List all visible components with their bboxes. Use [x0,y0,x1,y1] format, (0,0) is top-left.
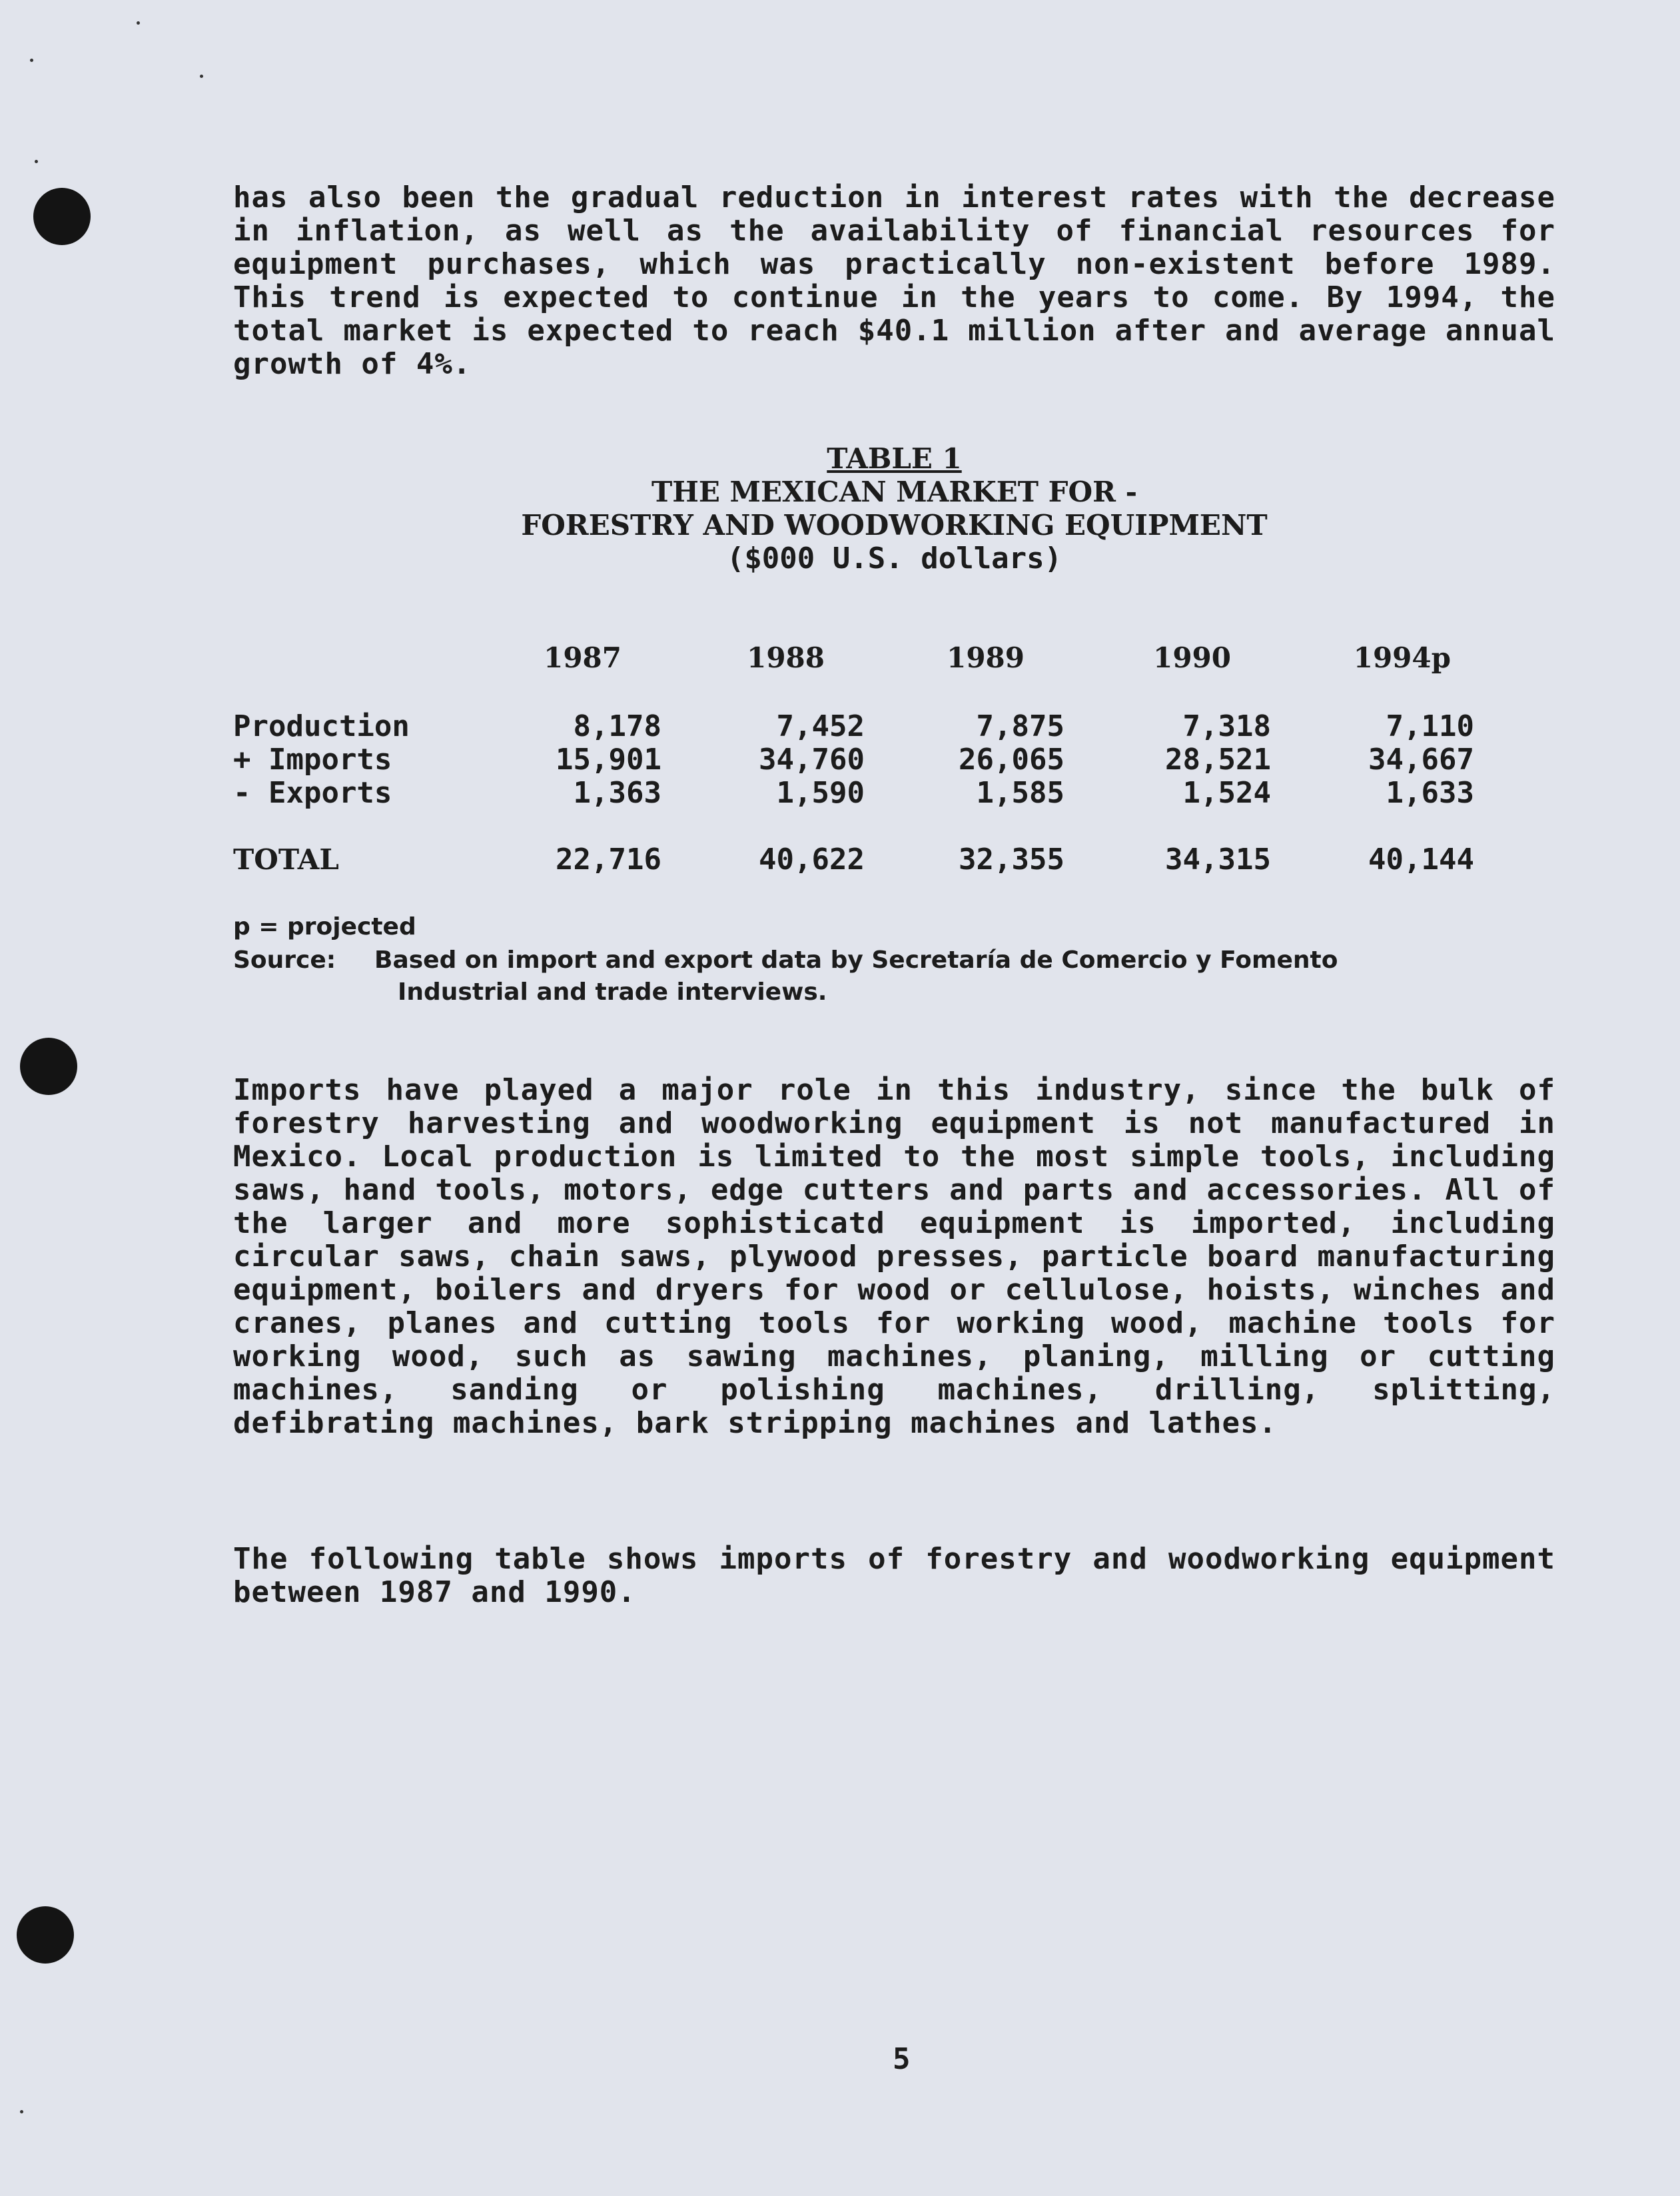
table-units: ($000 U.S. dollars) [726,542,1062,575]
table-cell: 7,110 [1386,709,1474,743]
speck [20,2110,23,2113]
table-cell: 34,760 [759,743,865,777]
year-header: 1987 [544,641,622,674]
table-cell: 28,521 [1165,743,1271,777]
table-cell: 1,590 [776,776,865,810]
table-label: TABLE 1 [827,442,962,475]
table-cell: 7,452 [776,709,865,743]
total-cell: 34,315 [1165,843,1271,877]
table-cell: 1,524 [1182,776,1271,810]
table-cell: 1,633 [1386,776,1474,810]
table-cell: 1,363 [573,776,661,810]
year-header: 1994p [1353,641,1451,674]
row-label-exports: - Exports [233,776,392,810]
table-title-line1: THE MEXICAN MARKET FOR - [651,476,1138,508]
table-title-line2: FORESTRY AND WOODWORKING EQUIPMENT [521,509,1268,542]
row-label-production: Production [233,709,410,743]
closing-paragraph: The following table shows imports of forestry and woodworking equipment between 1987 and 1990. [233,1542,1555,1609]
table-cell: 7,875 [976,709,1064,743]
table-cell: 7,318 [1182,709,1271,743]
intro-paragraph: has also been the gradual reduction in interest rates with the decrease in inflation, as well as the availability of financial resources for equipment purchases, which was practically non-existent before 1989. This trend is expected to continue in the years to come. By 1994, the total market is expected to reach $40.1 million after and average annual growth of 4%. [233,181,1555,381]
total-cell: 22,716 [556,843,661,877]
source-label: Source: [233,946,336,974]
table-cell: 34,667 [1368,743,1474,777]
row-label-total: TOTAL [233,843,339,876]
table-cell: 1,585 [976,776,1064,810]
table-cell: 26,065 [959,743,1064,777]
projected-note: p = projected [233,913,416,940]
page-number: 5 [893,2042,911,2076]
speck [35,160,38,163]
source-line1: Based on import and export data by Secretaría de Comercio y Fomento [374,946,1338,974]
table-cell: 15,901 [556,743,661,777]
table-title-block [233,442,1555,575]
speck [137,21,140,25]
source-line2: Industrial and trade interviews. [398,978,827,1006]
year-header: 1988 [747,641,825,674]
year-header: 1989 [947,641,1025,674]
speck [200,75,203,78]
punch-hole-middle [20,1038,77,1095]
year-header: 1990 [1153,641,1231,674]
speck [30,59,33,62]
total-cell: 40,622 [759,843,865,877]
total-cell: 32,355 [959,843,1064,877]
total-cell: 40,144 [1368,843,1474,877]
imports-paragraph: Imports have played a major role in this industry, since the bulk of forestry harvesting and woodworking equipment is not manufactured in Mexico. Local production is limited to the most simple tools, including saws, hand tools, motors, edge cutters and parts and accessories. All of the larger and more sophisticatd equipment is imported, including circular saws, chain saws, plywood presses, particle board manufacturing equipment, boilers and dryers for wood or cellulose, hoists, winches and cranes, planes and cutting tools for working wood, machine tools for working wood, such as sawing machines, planing, milling or cutting machines, sanding or polishing machines, drilling, splitting, defibrating machines, bark stripping machines and lathes. [233,1073,1555,1440]
punch-hole-bottom [17,1906,74,1964]
table-cell: 8,178 [573,709,661,743]
row-label-imports: + Imports [233,743,392,777]
punch-hole-top [33,188,91,245]
